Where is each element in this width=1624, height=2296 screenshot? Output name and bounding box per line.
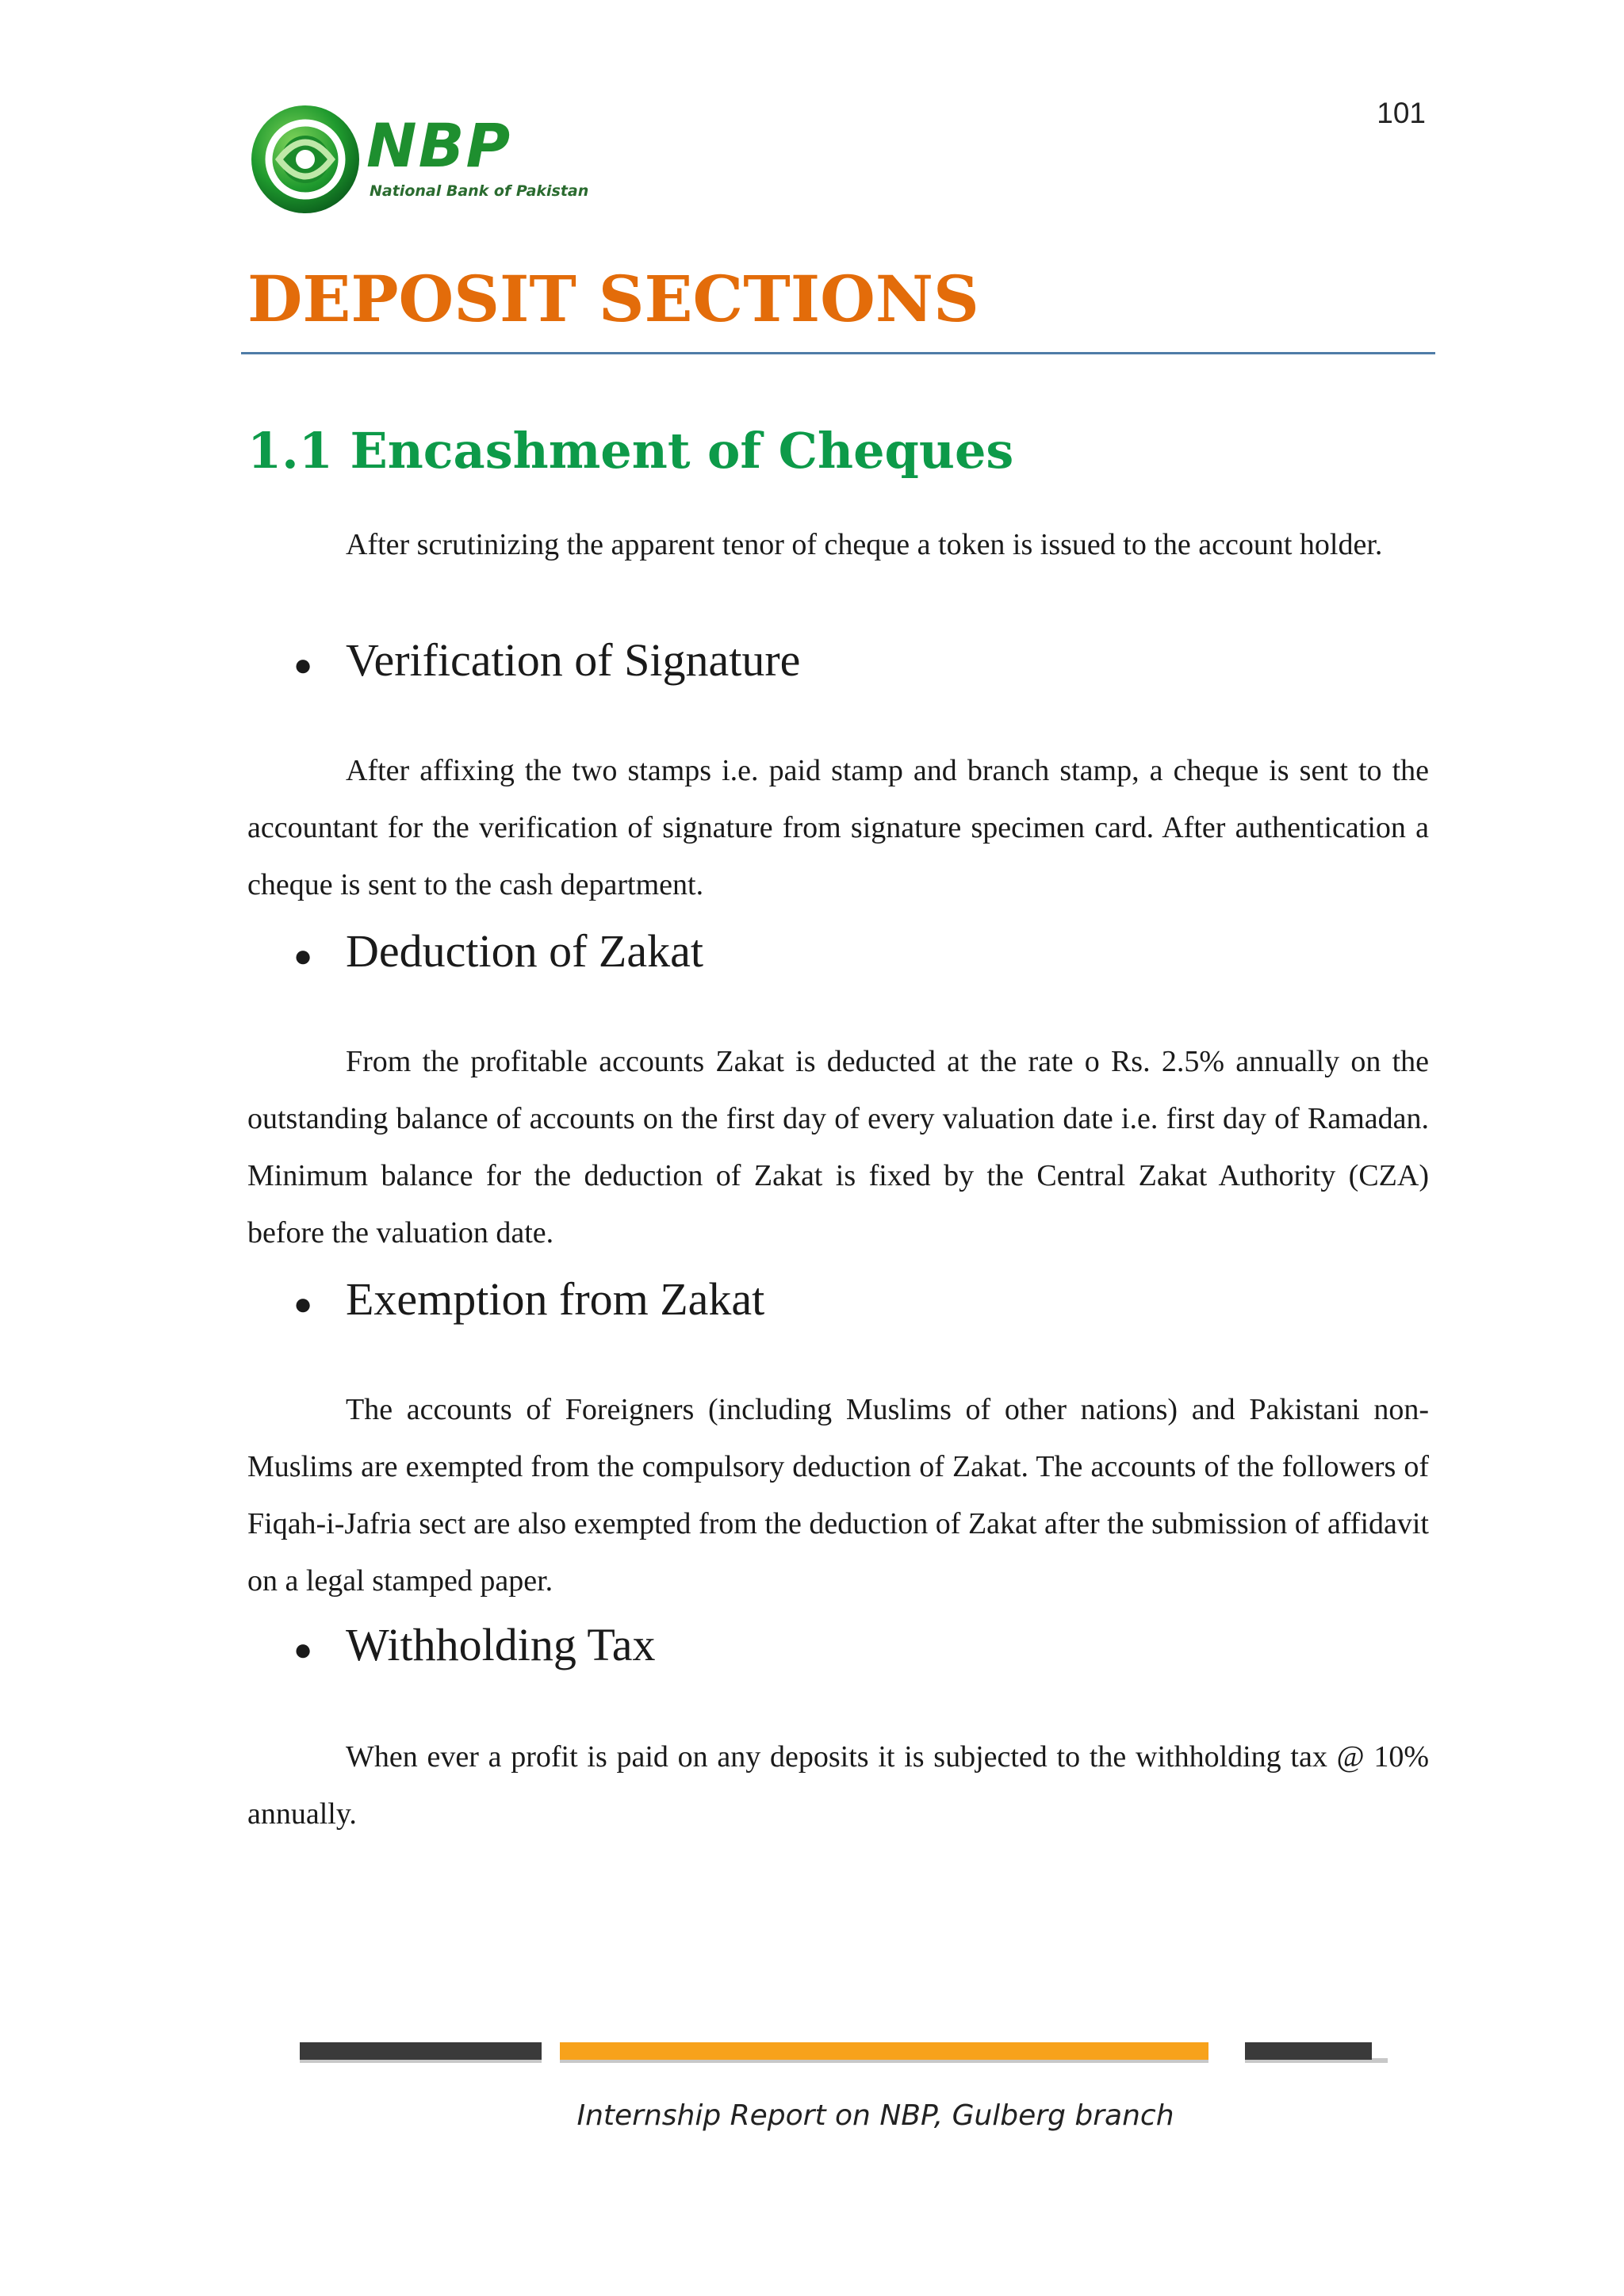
footer-text: Internship Report on NBP, Gulberg branch [576, 2099, 1174, 2132]
item-text-withholding: When ever a profit is paid on any deposits it is subjected to the withholding tax @ 10% annually. [247, 1740, 1429, 1831]
bullet-icon: ● [293, 937, 313, 974]
nbp-logo-icon [247, 101, 363, 217]
page-title: DEPOSIT SECTIONS [247, 262, 979, 336]
item-text-exemption: The accounts of Foreigners (including Muslims of other nations) and Pakistani non-Muslims are exempted from the compulsory deduction of Zakat. The accounts of the followers of Fiqah-i-Jafria sect are also exempted from the deduction of Zakat after the submission of affidavit on a legal stamped paper. [247, 1393, 1429, 1598]
bullet-icon: ● [293, 646, 313, 683]
nbp-logo [247, 101, 612, 217]
item-heading-verification: ● Verification of Signature [293, 634, 801, 686]
bullet-icon: ● [293, 1285, 313, 1322]
item-text-deduction: From the profitable accounts Zakat is deducted at the rate o Rs. 2.5% annually on the outstanding balance of accounts on the first day of every valuation date i.e. first day of Ramadan. Minimum balance for the deduction of Zakat is fixed by the Central Zakat Authority (CZA) before the valuation date. [247, 1045, 1429, 1249]
footer-decoration [300, 2034, 1394, 2074]
title-divider [241, 352, 1435, 354]
item-heading-withholding: ● Withholding Tax [293, 1619, 656, 1670]
page-number: 101 [1377, 97, 1426, 129]
item-heading-exemption: ● Exemption from Zakat [293, 1273, 765, 1325]
footer-bar-right [1245, 2042, 1372, 2060]
item-text-verification: After affixing the two stamps i.e. paid stamp and branch stamp, a cheque is sent to the accountant for the verification of signature from signature specimen card. After authentication a cheque is sent to the cash department. [247, 754, 1429, 901]
section-heading: 1.1 Encashment of Cheques [247, 422, 1014, 480]
logo-bank-name: National Bank of Pakistan [370, 182, 589, 200]
footer-bar-center [560, 2042, 1208, 2060]
intro-paragraph: After scrutinizing the apparent tenor of cheque a token is issued to the account holder. [346, 528, 1383, 561]
item-heading-deduction: ● Deduction of Zakat [293, 925, 703, 977]
bullet-icon: ● [293, 1631, 313, 1667]
footer-bar-left [300, 2042, 542, 2060]
logo-abbreviation: NBP [366, 110, 512, 181]
